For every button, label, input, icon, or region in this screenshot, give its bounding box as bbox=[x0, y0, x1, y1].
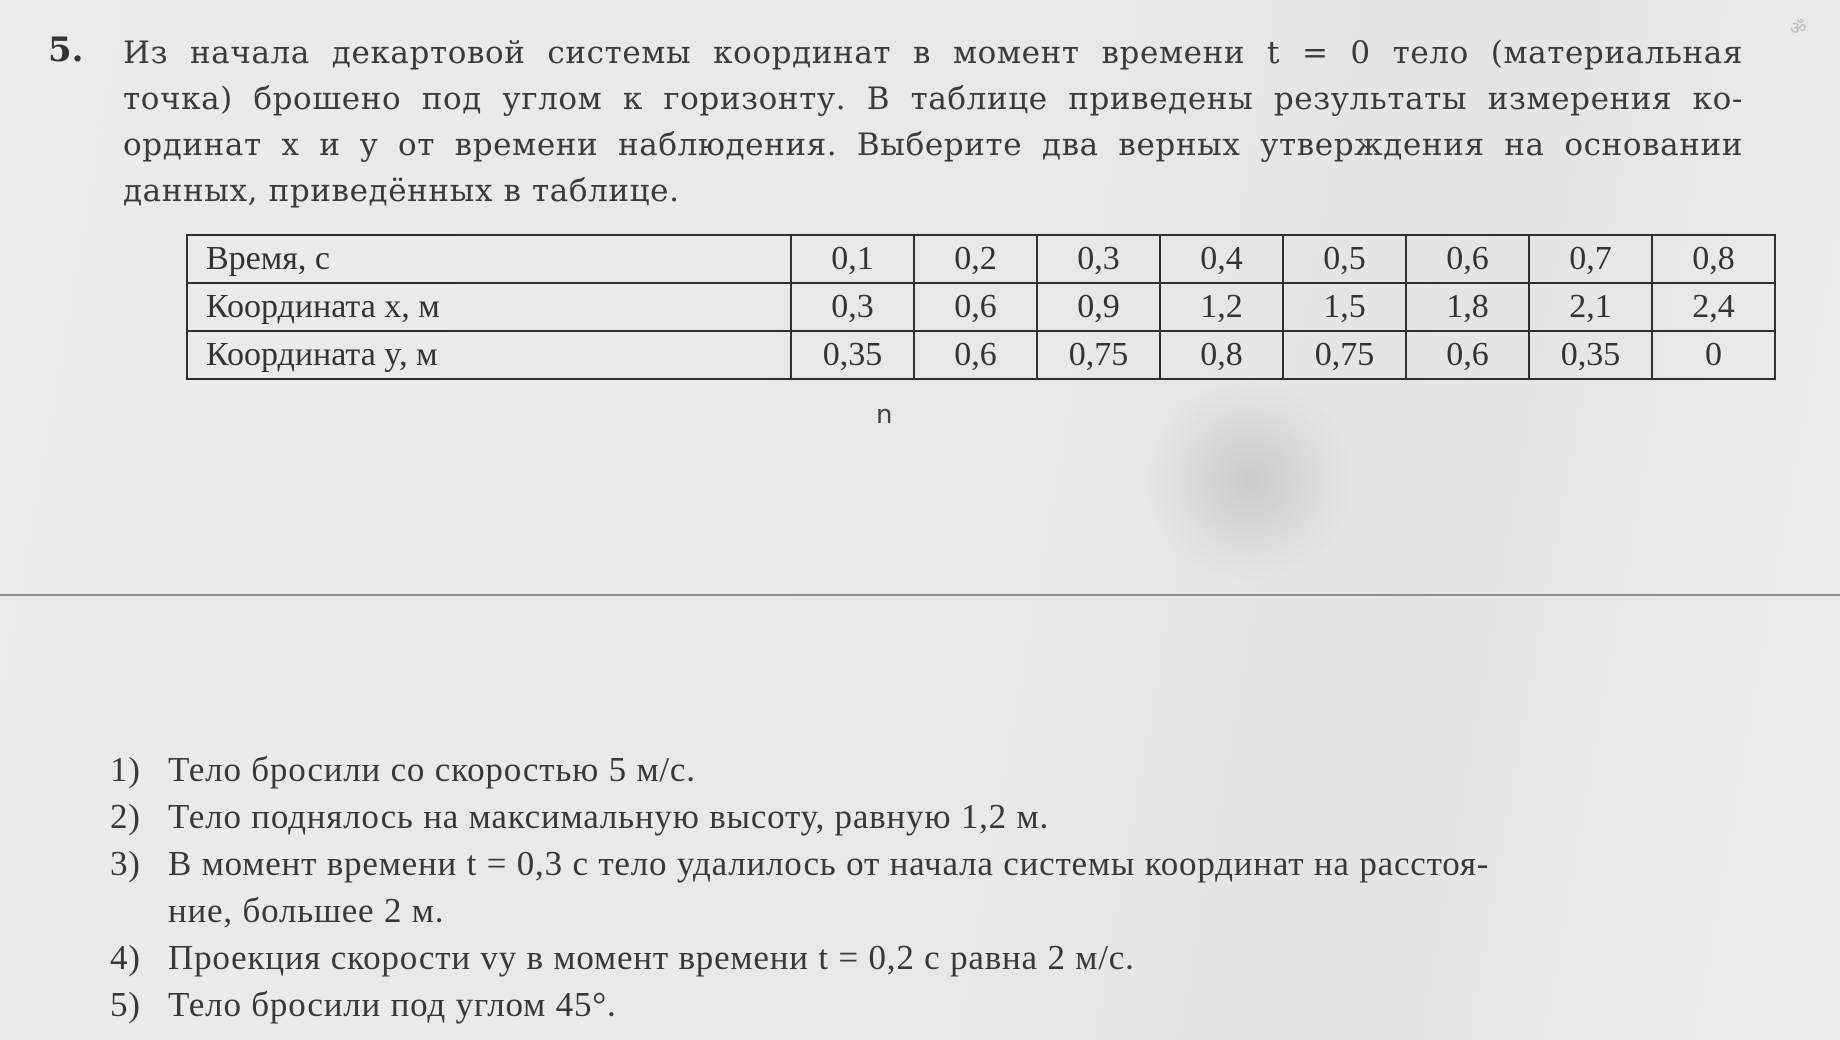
table-cell: 0,75 bbox=[1283, 331, 1406, 379]
option-text: В момент времени t = 0,3 с тело удалилось от начала системы координат на расстоя- bbox=[168, 844, 1490, 883]
table-cell: 1,2 bbox=[1160, 283, 1283, 331]
table-cell: 0,3 bbox=[1037, 235, 1160, 283]
table-cell: 0,6 bbox=[914, 331, 1037, 379]
measurement-table bbox=[186, 234, 1776, 380]
table-row bbox=[187, 283, 1775, 331]
table-cell: 0,5 bbox=[1283, 235, 1406, 283]
photo-shadow bbox=[1140, 380, 1360, 580]
stray-mark: n bbox=[876, 400, 893, 430]
answer-option bbox=[110, 793, 1750, 840]
table-cell: 0,6 bbox=[1406, 235, 1529, 283]
page-divider bbox=[0, 594, 1840, 596]
table-cell: 0 bbox=[1652, 331, 1775, 379]
table-cell: 0,8 bbox=[1160, 331, 1283, 379]
option-number: 3) bbox=[110, 844, 141, 883]
table-cell: 1,8 bbox=[1406, 283, 1529, 331]
option-number: 1) bbox=[110, 750, 141, 789]
answer-option bbox=[110, 981, 1750, 1028]
option-text: Тело бросили со скоростью 5 м/с. bbox=[168, 750, 696, 789]
row-header: Координата y, м bbox=[187, 331, 791, 379]
table-row bbox=[187, 331, 1775, 379]
table-cell: 0,2 bbox=[914, 235, 1037, 283]
table-cell: 0,75 bbox=[1037, 331, 1160, 379]
table-cell: 0,35 bbox=[791, 331, 914, 379]
row-header: Время, с bbox=[187, 235, 791, 283]
option-text-continued: ние, большее 2 м. bbox=[168, 891, 445, 930]
problem-number: 5. bbox=[48, 30, 84, 70]
table-cell: 2,1 bbox=[1529, 283, 1652, 331]
answer-option bbox=[110, 746, 1750, 793]
table-cell: 1,5 bbox=[1283, 283, 1406, 331]
option-text: Тело бросили под углом 45°. bbox=[168, 985, 617, 1024]
table-cell: 0,3 bbox=[791, 283, 914, 331]
table-cell: 0,9 bbox=[1037, 283, 1160, 331]
table-cell: 0,7 bbox=[1529, 235, 1652, 283]
corner-mark: ॐ bbox=[1790, 18, 1807, 39]
table-cell: 0,4 bbox=[1160, 235, 1283, 283]
table-cell: 0,1 bbox=[791, 235, 914, 283]
stem-line: данных, приведённых в таблице. bbox=[123, 173, 680, 209]
stem-line: ординат x и y от времени наблюдения. Выберите два верных утверждения на основании bbox=[123, 127, 1743, 163]
option-text: Тело поднялось на максимальную высоту, равную 1,2 м. bbox=[168, 797, 1050, 836]
answer-option bbox=[110, 934, 1750, 981]
stem-line: точка) брошено под углом к горизонту. В таблице приведены результаты измерения ко- bbox=[123, 81, 1743, 117]
table-row bbox=[187, 235, 1775, 283]
stem-line: Из начала декартовой системы координат в момент времени t = 0 тело (материальная bbox=[123, 35, 1743, 71]
option-number: 2) bbox=[110, 797, 141, 836]
row-header: Координата x, м bbox=[187, 283, 791, 331]
table-cell: 2,4 bbox=[1652, 283, 1775, 331]
table-cell: 0,6 bbox=[914, 283, 1037, 331]
option-number: 4) bbox=[110, 938, 141, 977]
table-cell: 0,8 bbox=[1652, 235, 1775, 283]
option-text: Проекция скорости vy в момент времени t = 0,2 с равна 2 м/с. bbox=[168, 938, 1135, 977]
answer-options bbox=[110, 746, 1750, 1028]
option-number: 5) bbox=[110, 985, 141, 1024]
problem-stem bbox=[123, 30, 1743, 214]
table-cell: 0,35 bbox=[1529, 331, 1652, 379]
table-cell: 0,6 bbox=[1406, 331, 1529, 379]
answer-option bbox=[110, 840, 1750, 934]
